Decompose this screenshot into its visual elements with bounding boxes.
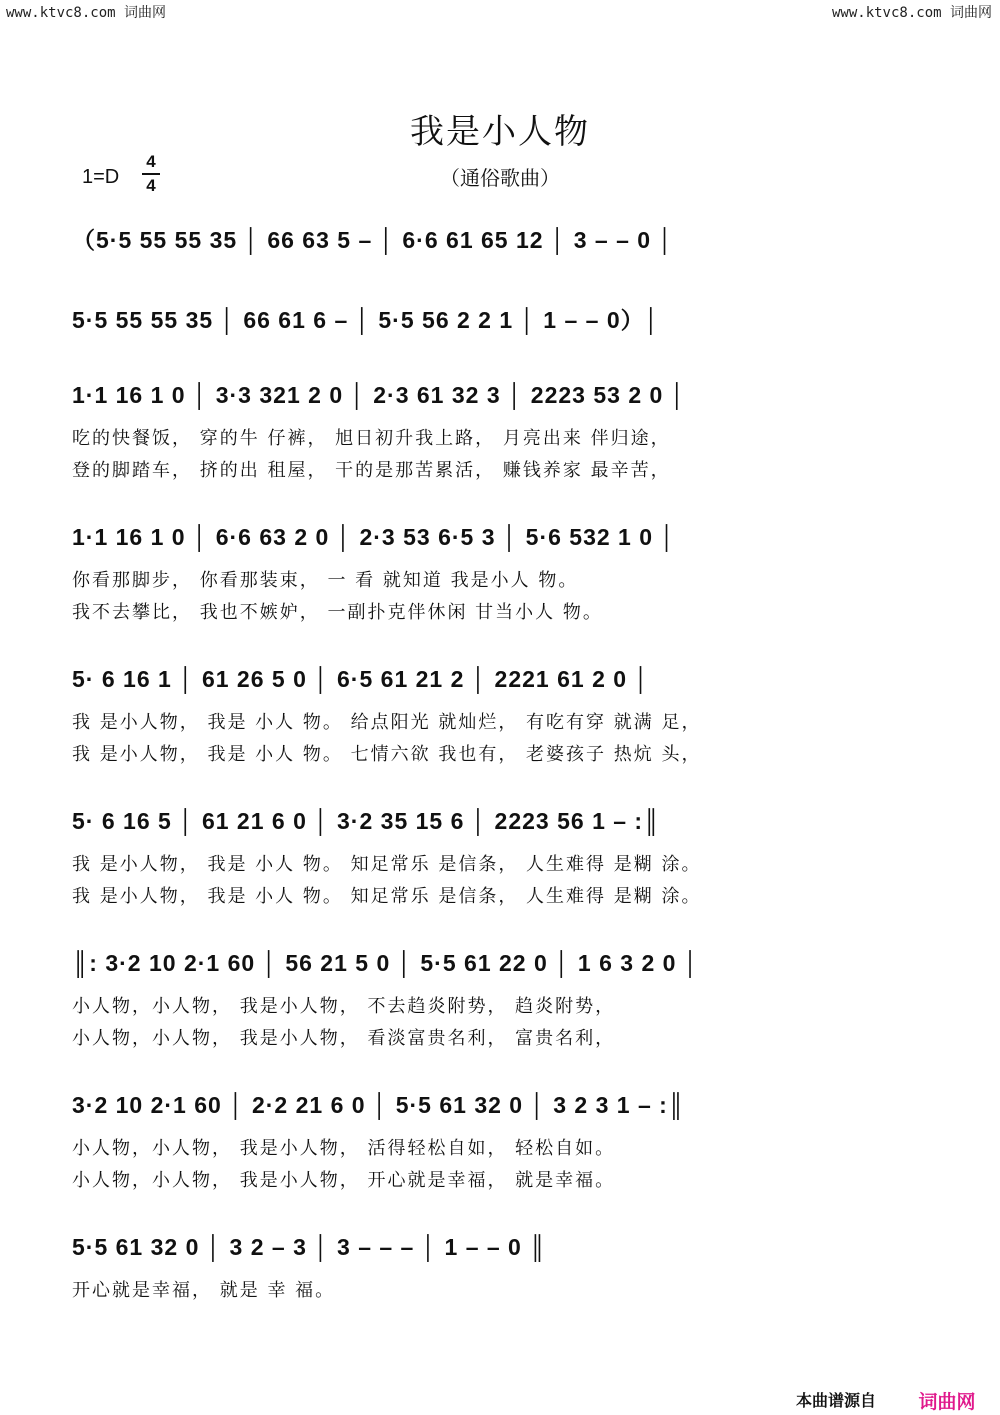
notation: 1·1 16 1 0 │ 3·3 321 2 0 │ 2·3 61 32 3 │ 2223 53 2 0 │ bbox=[72, 382, 687, 408]
lyric-verse-1: 小人物，小人物， 我是小人物， 不去趋炎附势， 趋炎附势， bbox=[72, 996, 616, 1017]
lyric-verse-1: 我 是小人物， 我是 小人 物。 给点阳光 就灿烂， 有吃有穿 就满 足， bbox=[72, 712, 702, 733]
notation: ║: 3·2 10 2·1 60 │ 56 21 5 0 │ 5·5 61 22 0 │ 1 6 3 2 0 │ bbox=[72, 950, 700, 976]
lyric-verse-2: 小人物，小人物， 我是小人物， 开心就是幸福， 就是幸福。 bbox=[72, 1170, 616, 1191]
notation: 5· 6 16 5 │ 61 21 6 0 │ 3·2 35 15 6 │ 2223 56 1 – :║ bbox=[72, 808, 661, 834]
notation: 1·1 16 1 0 │ 6·6 63 2 0 │ 2·3 53 6·5 3 │ 5·6 532 1 0 │ bbox=[72, 524, 676, 550]
lyric-verse-1: 小人物，小人物， 我是小人物， 活得轻松自如， 轻松自如。 bbox=[72, 1138, 616, 1159]
lyric-verse-1: 开心就是幸福， 就是 幸 福。 bbox=[72, 1280, 336, 1301]
notation: （5·5 55 55 35 │ 66 63 5 – │ 6·6 61 65 12 │ 3 – – 0 │ bbox=[72, 227, 674, 253]
lyric-verse-1: 你看那脚步， 你看那装束， 一 看 就知道 我是小人 物。 bbox=[72, 570, 579, 591]
notation: 5· 6 16 1 │ 61 26 5 0 │ 6·5 61 21 2 │ 2221 61 2 0 │ bbox=[72, 666, 650, 692]
site-logo[interactable]: 词曲网 bbox=[902, 1391, 992, 1413]
song-title: 我是小人物 bbox=[410, 112, 590, 152]
meter-top: 4 bbox=[146, 152, 156, 171]
lyric-verse-2: 登的脚踏车， 挤的出 租屋， 干的是那苦累活， 赚钱养家 最辛苦， bbox=[72, 460, 671, 481]
watermark-left: www.ktvc8.com 词曲网 bbox=[6, 5, 167, 21]
notation: 5·5 61 32 0 │ 3 2 – 3 │ 3 – – – │ 1 – – 0 ║ bbox=[72, 1234, 547, 1260]
lyric-verse-1: 我 是小人物， 我是 小人 物。 知足常乐 是信条， 人生难得 是糊 涂。 bbox=[72, 854, 702, 875]
notation: 5·5 55 55 35 │ 66 61 6 – │ 5·5 56 2 2 1 │ 1 – – 0）│ bbox=[72, 307, 661, 333]
song-genre: （通俗歌曲） bbox=[440, 166, 560, 190]
key-signature: 1=D bbox=[82, 166, 120, 188]
lyric-verse-2: 我 是小人物， 我是 小人 物。 知足常乐 是信条， 人生难得 是糊 涂。 bbox=[72, 886, 702, 907]
lyric-verse-2: 我 是小人物， 我是 小人 物。 七情六欲 我也有， 老婆孩子 热炕 头， bbox=[72, 744, 702, 765]
source-label: 本曲谱源自 bbox=[795, 1391, 876, 1410]
lyric-verse-1: 吃的快餐饭， 穿的牛 仔裤， 旭日初升我上路， 月亮出来 伴归途， bbox=[72, 428, 671, 449]
lyric-verse-2: 我不去攀比， 我也不嫉妒， 一副扑克伴休闲 甘当小人 物。 bbox=[72, 602, 603, 623]
watermark-right: www.ktvc8.com 词曲网 bbox=[831, 5, 992, 21]
time-signature bbox=[142, 152, 160, 196]
lyric-verse-2: 小人物，小人物， 我是小人物， 看淡富贵名利， 富贵名利， bbox=[72, 1028, 616, 1049]
notation: 3·2 10 2·1 60 │ 2·2 21 6 0 │ 5·5 61 32 0 │ 3 2 3 1 – :║ bbox=[72, 1092, 686, 1118]
meter-bottom: 4 bbox=[146, 176, 156, 195]
